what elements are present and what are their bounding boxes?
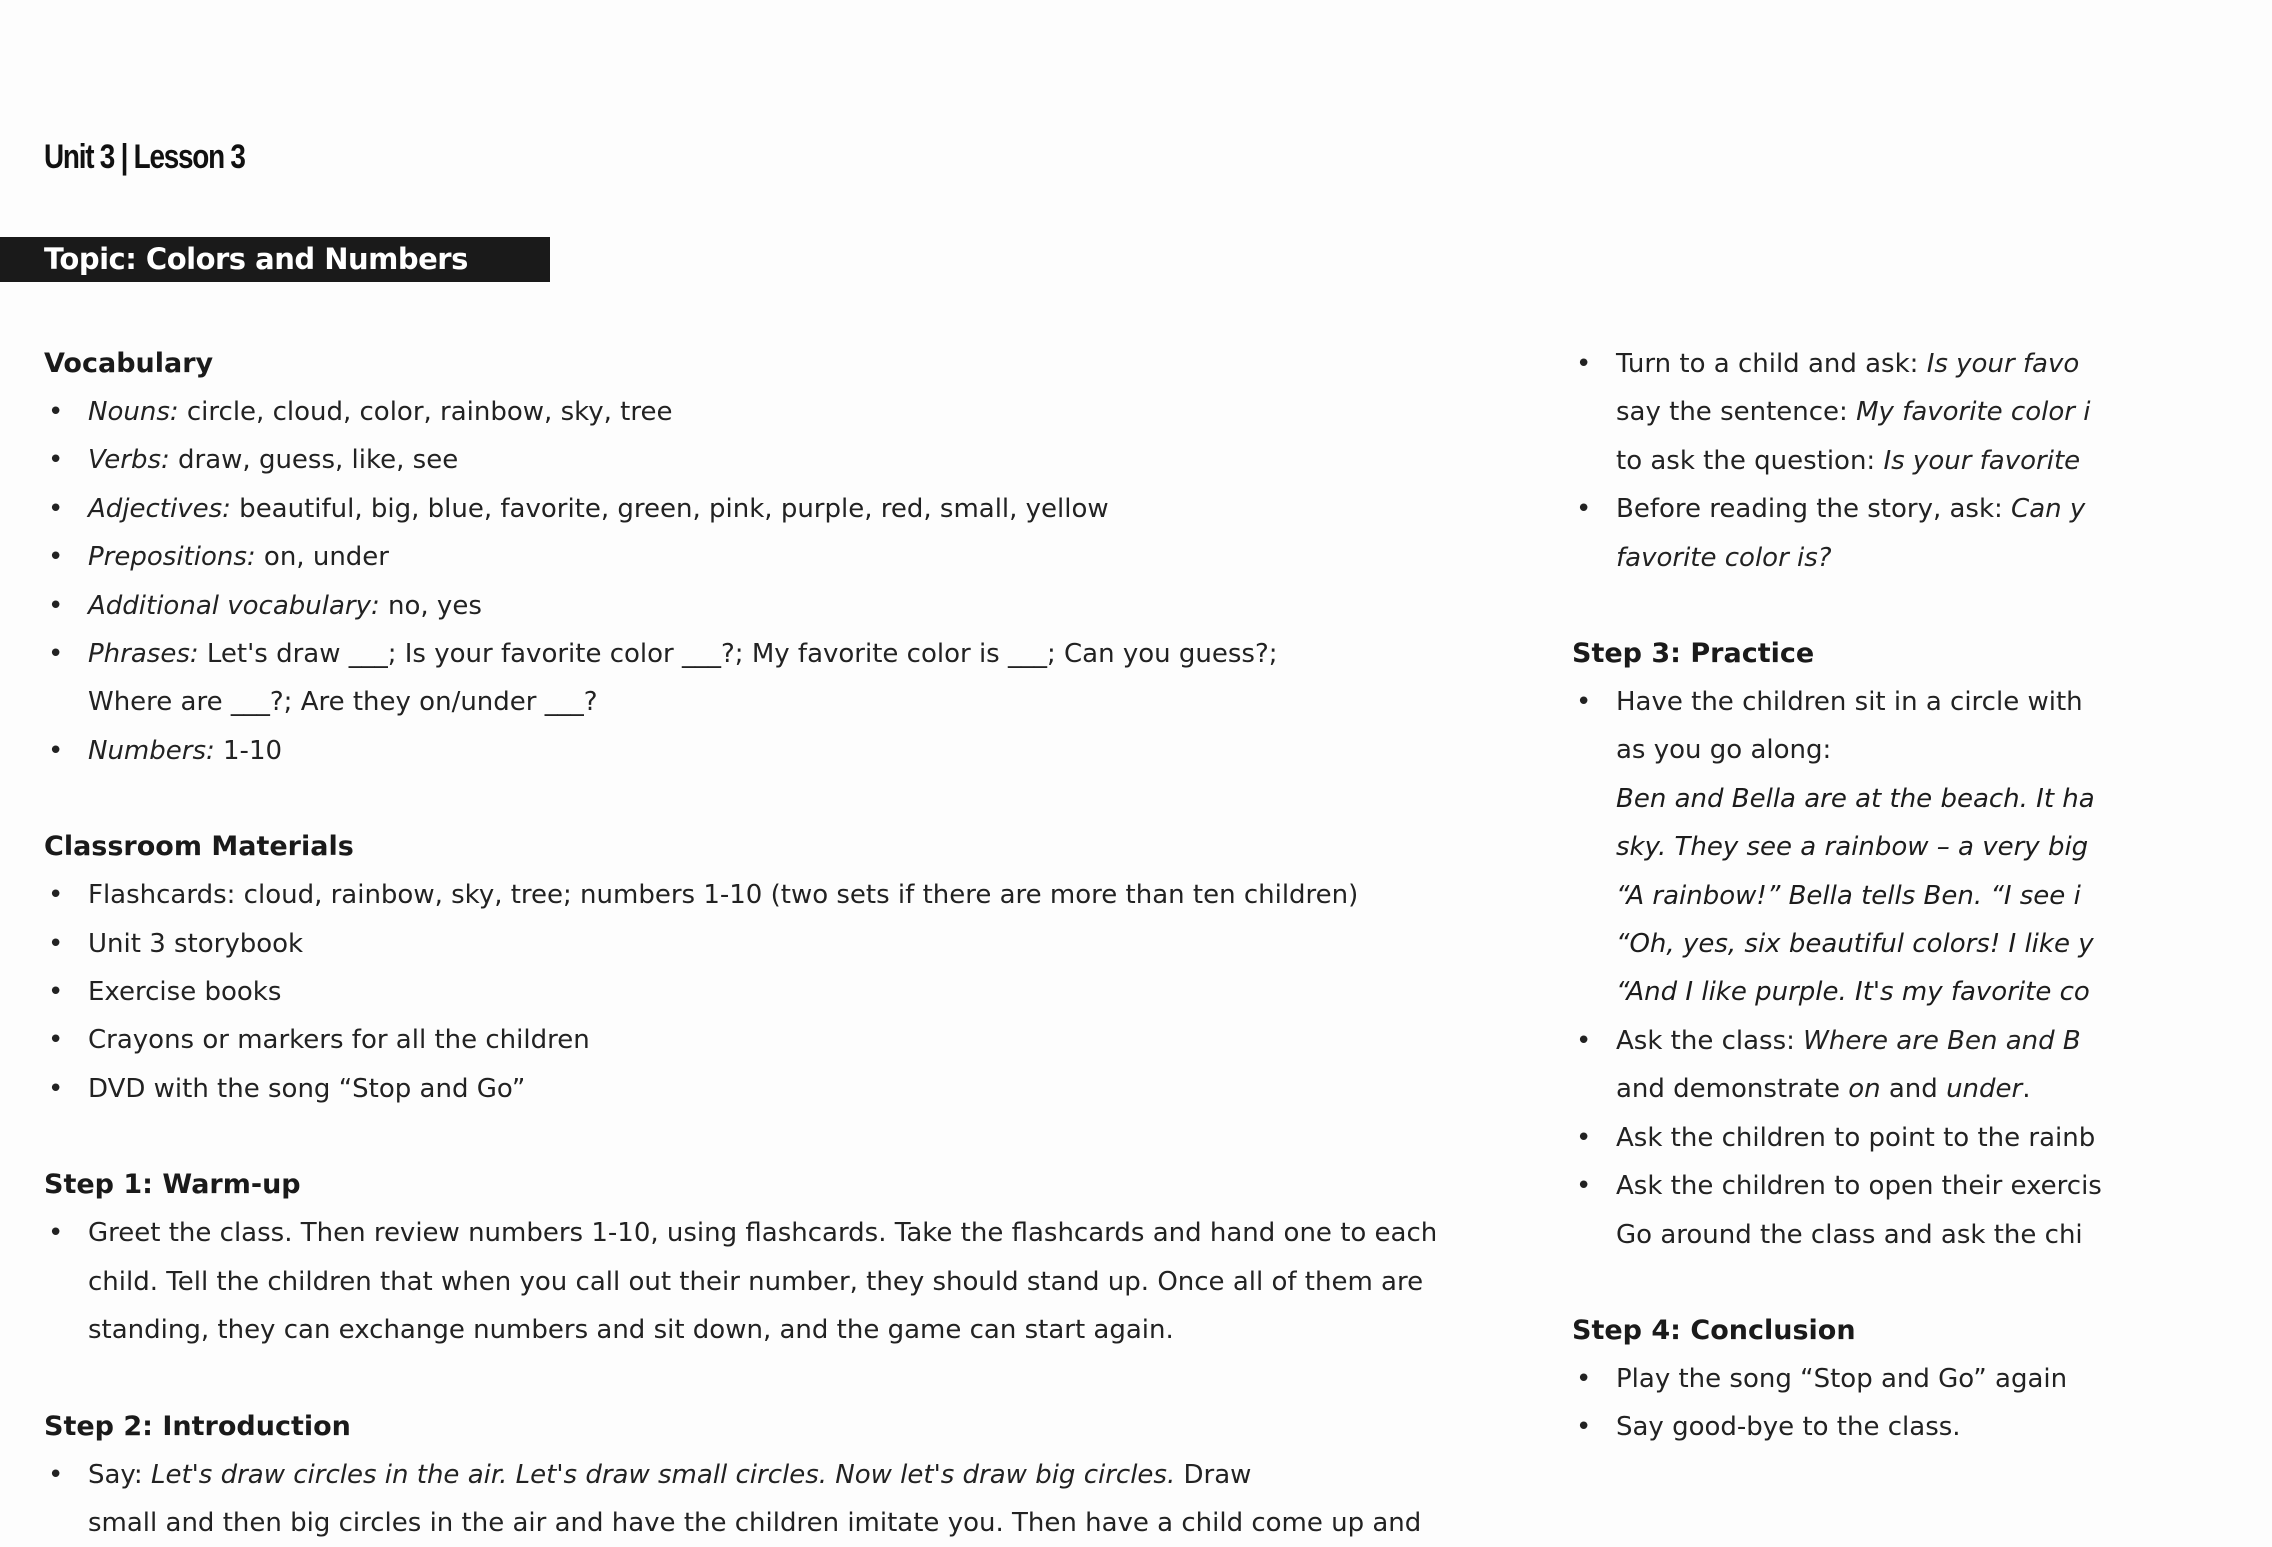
text-italic: favorite color is? bbox=[1616, 543, 1832, 573]
say-italic: Let's draw circles in the air. Let's draw small circles. Now let's draw big circles. bbox=[151, 1460, 1175, 1490]
list-item bbox=[1572, 340, 2272, 485]
step2-continued-list bbox=[1572, 340, 2272, 582]
list-item: • Exercise books bbox=[44, 968, 1484, 1016]
vocab-label: Numbers: bbox=[88, 736, 215, 766]
step1-line: Greet the class. Then review numbers 1-10, using flashcards. Take the flashcards and hand one to each bbox=[88, 1218, 1437, 1248]
step3-list-more bbox=[1572, 1017, 2272, 1259]
list-item bbox=[1572, 1162, 2272, 1259]
list-item: • Flashcards: cloud, rainbow, sky, tree; numbers 1-10 (two sets if there are more than ten children) bbox=[44, 871, 1484, 919]
list-item bbox=[44, 630, 1484, 727]
text: Turn to a child and ask: bbox=[1616, 349, 1927, 379]
text-italic: Can y bbox=[2011, 494, 2085, 524]
list-item bbox=[1572, 678, 2272, 775]
vocab-text: draw, guess, like, see bbox=[170, 445, 458, 475]
story-line: sky. They see a rainbow – a very big bbox=[1572, 823, 2272, 871]
list-item: • Ask the children to point to the rainb bbox=[1572, 1114, 2272, 1162]
vocab-text: 1-10 bbox=[215, 736, 282, 766]
text: Ask the children to open their exercis bbox=[1616, 1171, 2102, 1201]
text: as you go along: bbox=[1616, 735, 1831, 765]
materials-heading: Classroom Materials bbox=[44, 823, 1484, 871]
text-italic: under bbox=[1946, 1074, 2022, 1104]
story-line: “Oh, yes, six beautiful colors! I like y bbox=[1572, 920, 2272, 968]
text: Go around the class and ask the chi bbox=[1616, 1220, 2083, 1250]
list-item bbox=[1572, 1017, 2272, 1114]
story-line: “And I like purple. It's my favorite co bbox=[1572, 968, 2272, 1016]
step1-line: child. Tell the children that when you call out their number, they should stand up. Once all of them are bbox=[88, 1267, 1423, 1297]
right-column bbox=[1572, 340, 2272, 1452]
vocab-text: beautiful, big, blue, favorite, green, pink, purple, red, small, yellow bbox=[231, 494, 1109, 524]
text: Ask the class: bbox=[1616, 1026, 1803, 1056]
text-italic: My favorite color i bbox=[1856, 397, 2090, 427]
vocab-label: Adjectives: bbox=[88, 494, 231, 524]
vocab-text-continued: Where are ___?; Are they on/under ___? bbox=[88, 687, 598, 717]
materials-list bbox=[44, 871, 1484, 1113]
list-item bbox=[44, 727, 1484, 775]
list-item: • Unit 3 storybook bbox=[44, 920, 1484, 968]
list-item bbox=[44, 533, 1484, 581]
left-column bbox=[44, 340, 1484, 1547]
text-italic: on bbox=[1848, 1074, 1880, 1104]
vocab-label: Additional vocabulary: bbox=[88, 591, 380, 621]
vocabulary-list bbox=[44, 388, 1484, 775]
step1-heading: Step 1: Warm-up bbox=[44, 1161, 1484, 1209]
text: . bbox=[2022, 1074, 2030, 1104]
step2-heading: Step 2: Introduction bbox=[44, 1403, 1484, 1451]
step2-line: small and then big circles in the air and have the children imitate you. Then have a child come up and bbox=[88, 1508, 1421, 1538]
unit-lesson-title: Unit 3 | Lesson 3 bbox=[44, 138, 245, 177]
say-label: Say: bbox=[88, 1460, 151, 1490]
step2-list bbox=[44, 1451, 1484, 1547]
vocab-text: on, under bbox=[256, 542, 389, 572]
vocab-label: Nouns: bbox=[88, 397, 179, 427]
list-item bbox=[1572, 485, 2272, 582]
list-item: • Play the song “Stop and Go” again bbox=[1572, 1355, 2272, 1403]
story-line: Ben and Bella are at the beach. It ha bbox=[1572, 775, 2272, 823]
text: to ask the question: bbox=[1616, 446, 1883, 476]
vocab-label: Prepositions: bbox=[88, 542, 256, 572]
list-item bbox=[44, 1209, 1484, 1354]
step3-heading: Step 3: Practice bbox=[1572, 630, 2272, 678]
vocab-text: circle, cloud, color, rainbow, sky, tree bbox=[179, 397, 673, 427]
text: Before reading the story, ask: bbox=[1616, 494, 2011, 524]
list-item: • DVD with the song “Stop and Go” bbox=[44, 1065, 1484, 1113]
list-item bbox=[44, 485, 1484, 533]
text-italic: Is your favorite bbox=[1883, 446, 2080, 476]
list-item bbox=[44, 582, 1484, 630]
list-item bbox=[44, 436, 1484, 484]
step4-heading: Step 4: Conclusion bbox=[1572, 1307, 2272, 1355]
vocab-label: Phrases: bbox=[88, 639, 199, 669]
vocabulary-heading: Vocabulary bbox=[44, 340, 1484, 388]
vocab-label: Verbs: bbox=[88, 445, 170, 475]
text-italic: Is your favo bbox=[1927, 349, 2080, 379]
step1-line: standing, they can exchange numbers and sit down, and the game can start again. bbox=[88, 1315, 1174, 1345]
list-item bbox=[44, 388, 1484, 436]
topic-banner: Topic: Colors and Numbers bbox=[0, 237, 550, 282]
step3-list bbox=[1572, 678, 2272, 775]
vocab-text: no, yes bbox=[380, 591, 482, 621]
text: and demonstrate bbox=[1616, 1074, 1848, 1104]
step4-list bbox=[1572, 1355, 2272, 1452]
text: and bbox=[1881, 1074, 1946, 1104]
list-item bbox=[44, 1451, 1484, 1547]
list-item: • Crayons or markers for all the children bbox=[44, 1016, 1484, 1064]
step1-list bbox=[44, 1209, 1484, 1354]
text-italic: Where are Ben and B bbox=[1803, 1026, 2081, 1056]
story-line: “A rainbow!” Bella tells Ben. “I see i bbox=[1572, 872, 2272, 920]
say-after: Draw bbox=[1175, 1460, 1251, 1490]
text: say the sentence: bbox=[1616, 397, 1856, 427]
text: Have the children sit in a circle with bbox=[1616, 687, 2083, 717]
vocab-text: Let's draw ___; Is your favorite color ___?; My favorite color is ___; Can you guess?; bbox=[199, 639, 1278, 669]
list-item: • Say good-bye to the class. bbox=[1572, 1403, 2272, 1451]
